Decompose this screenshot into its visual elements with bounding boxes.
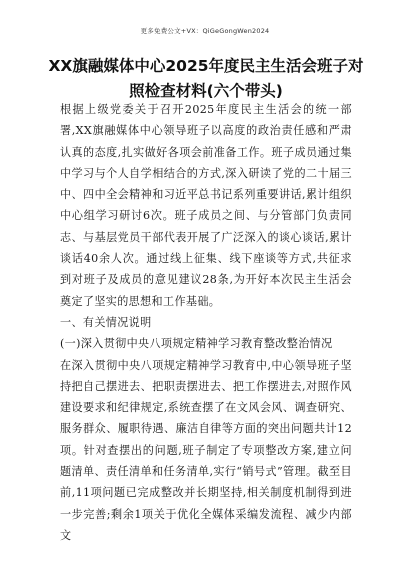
- section-body-paragraph: 在深入贯彻中央八项规定精神学习教育中,中心领导班子坚持把自己摆进去、把职责摆进去、把工作摆进去,对照作风建设要求和纪律规定,系统查摆了在文风会风、调查研究、服务群众、履职待遇、廉洁自律等方面的突出问题共计12项。针对查摆出的问题,班子制定了专项整改方案,建立问题清单、责任清单和任务清单,实行“销号式”管理。截至目前,11项问题已完成整改并长期坚持,相关制度机制得到进一步完善;剩余1项关于优化全媒体采编发流程、减少内部文: [60, 358, 352, 542]
- document-title: XX旗融媒体中心2025年度民主生活会班子对照检查材料(六个带头): [48, 57, 364, 100]
- header-watermark: 更多免费公文+VX：QiGeGongWen2024: [140, 27, 270, 35]
- sub-heading: (一)深入贯彻中央八项规定精神学习教育整改整治情况: [60, 337, 333, 351]
- document-body: [60, 99, 352, 546]
- intro-paragraph: 根据上级党委关于召开2025年度民主生活会的统一部署,XX旗融媒体中心领导班子以高度的政治责任感和严肃认真的态度,扎实做好各项会前准备工作。班子成员通过集中学习与个人自学相结合的方式,深入研读了党的二十届三中、四中全会精神和习近平总书记系列重要讲话,累计组织中心组学习研讨6次。班子成员之间、与分管部门负责同志、与基层党员干部代表开展了广泛深入的谈心谈话,累计谈话40余人次。通过线上征集、线下座谈等方式,共征求到对班子及成员的意见建议28条,为开好本次民主生活会奠定了坚实的思想和工作基础。: [60, 103, 352, 308]
- section-heading: 一、有关情况说明: [60, 315, 152, 329]
